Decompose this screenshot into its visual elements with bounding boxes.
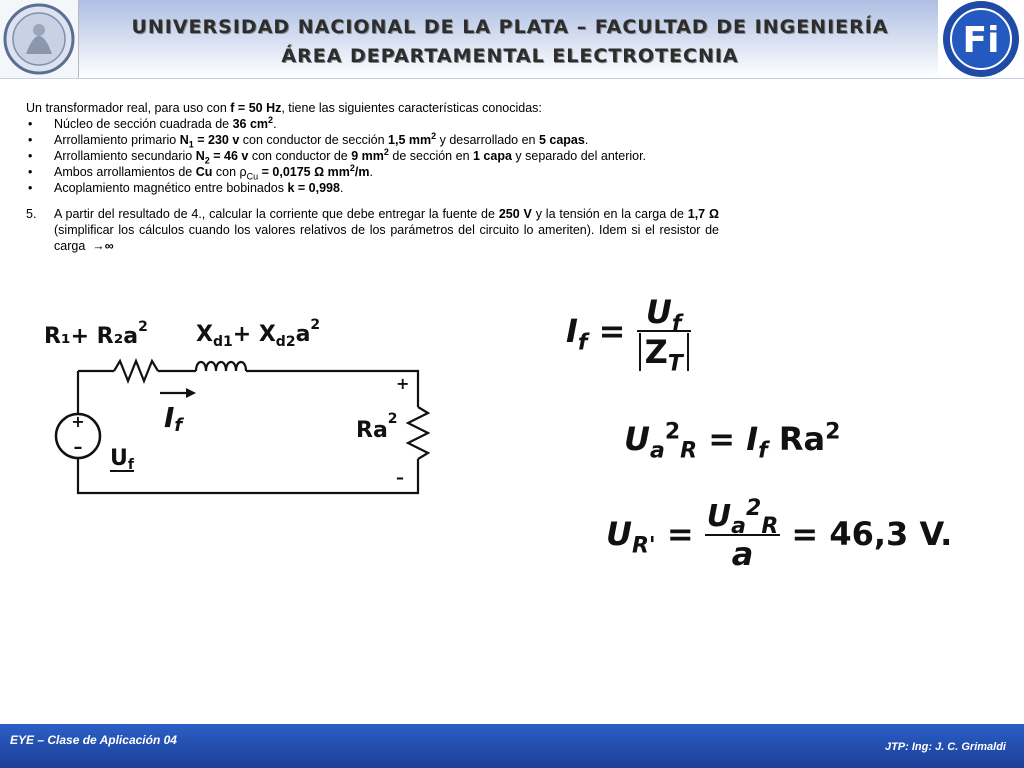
series-resistance-label: $R_1+ R_2a^2$ <box>44 319 148 349</box>
eq3-num-sub: a <box>731 514 746 539</box>
source-minus-sign: – <box>73 437 83 458</box>
item-text: y desarrollado en <box>436 133 539 147</box>
eq3-numerator <box>705 496 781 539</box>
eq1-lhs: I <box>566 312 578 350</box>
eq1-num-symbol: U <box>645 293 672 331</box>
resistor-zigzag <box>114 361 158 381</box>
eq2-equals: = <box>697 420 747 458</box>
series-reactance-label: $X_{d1}+ X_{d2}a^2$ <box>196 317 321 350</box>
footer-instructor: JTP: Ing: J. C. Grimaldi <box>884 741 1006 753</box>
load-resistor-zigzag <box>408 407 428 459</box>
load-minus-sign: – <box>396 468 404 487</box>
symbol-n: N <box>179 133 189 147</box>
item-text: Ambos arrollamientos de <box>54 165 196 179</box>
item-text-end: . <box>273 117 277 131</box>
item-text-end: y separado del anterior. <box>511 149 647 163</box>
list-item <box>26 148 719 164</box>
resistivity-value <box>258 162 370 179</box>
core-section-value <box>232 114 274 131</box>
equation-current <box>566 293 691 377</box>
eq2-ra: Ra <box>767 420 826 458</box>
university-seal-logo <box>0 0 79 78</box>
source-voltage-label: Uf <box>110 446 134 473</box>
eq2-sub: a <box>649 438 665 464</box>
frequency-value: f = 50 Hz <box>230 101 282 115</box>
list-item <box>26 164 719 180</box>
footer-bar <box>0 724 1024 768</box>
equivalent-circuit-diagram <box>36 305 456 515</box>
coupling-value: k = 0,998 <box>287 181 340 195</box>
eq3-equals: = <box>655 515 705 553</box>
symbol-n: N <box>195 149 205 163</box>
eq2-r: R <box>680 438 698 464</box>
superscript: 2 <box>349 162 355 173</box>
eq3-num-r: R <box>761 514 779 539</box>
source-plus-sign: + <box>71 412 85 431</box>
primary-voltage: = 230 v <box>193 133 240 147</box>
eq2-ra-sup: 2 <box>825 419 841 445</box>
material-cu: Cu <box>195 165 213 179</box>
eq3-result: = 46,3 V. <box>780 515 953 553</box>
eq3-denominator: a <box>731 535 754 573</box>
primary-layers: 5 capas <box>538 133 585 147</box>
superscript: 2 <box>383 146 389 157</box>
secondary-section-number: 9 mm <box>351 149 384 163</box>
fi-emblem-icon <box>938 0 1024 78</box>
eq2-i: I <box>746 420 759 458</box>
eq2-i-sub: f <box>758 438 768 464</box>
problem-intro <box>26 100 719 116</box>
problem-statement <box>26 100 719 254</box>
item-text-end: . <box>339 181 344 195</box>
fi-logo-text: Fi <box>962 20 1000 61</box>
subscript: 2 <box>204 155 210 166</box>
item-text: con conductor de <box>248 149 352 163</box>
eq1-fraction <box>637 293 691 377</box>
current-arrow-head <box>186 388 196 398</box>
eq1-denominator <box>637 332 691 377</box>
equation-result <box>606 496 953 573</box>
eq1-numerator <box>637 293 691 337</box>
superscript: 2 <box>431 130 437 141</box>
secondary-section <box>351 146 389 163</box>
item-text: Núcleo de sección cuadrada de <box>54 117 233 131</box>
item-text: con conductor de sección <box>239 133 389 147</box>
eq1-num-sub: f <box>671 311 682 337</box>
secondary-voltage: = 46 v <box>209 149 249 163</box>
inductor-coil <box>196 362 246 371</box>
resistivity-unit: /m <box>354 165 370 179</box>
eq3-sub: R' <box>631 533 656 559</box>
item-text-end: . <box>369 165 373 179</box>
item-text: Arrollamiento primario <box>54 133 180 147</box>
list-item <box>26 180 719 196</box>
equation-load-voltage <box>624 419 841 464</box>
eq1-lhs-sub: f <box>577 330 588 356</box>
question-text: (simplificar los cálculos cuando los valores relativos de los parámetros del circuito lo ameriten). Idem si el resistor de carga <box>54 223 719 253</box>
item-text: Arrollamiento secundario <box>54 149 196 163</box>
item-text: Acoplamiento magnético entre bobinados <box>54 181 288 195</box>
eq3-fraction <box>705 496 781 573</box>
load-resistance: 1,7 Ω <box>687 207 719 221</box>
characteristics-list <box>26 116 719 196</box>
eq1-den-symbol: Z <box>644 333 668 371</box>
item-text: con <box>212 165 240 179</box>
question-5 <box>26 206 719 254</box>
primary-turns <box>179 133 240 150</box>
header-title-line1: UNIVERSIDAD NACIONAL DE LA PLATA – FACULTAD DE INGENIERÍA <box>131 16 889 38</box>
rho-symbol: ρ <box>239 165 247 179</box>
current-label: If <box>164 401 183 436</box>
core-section-number: 36 cm <box>232 117 269 131</box>
superscript: 2 <box>268 114 274 125</box>
eq3-num-sup: 2 <box>746 496 762 521</box>
resistivity-number: = 0,0175 Ω mm <box>258 165 350 179</box>
eq2-sup: 2 <box>664 419 681 445</box>
item-text: de sección en <box>388 149 473 163</box>
source-voltage: 250 V <box>498 207 532 221</box>
list-item <box>26 132 719 148</box>
seal-icon <box>0 0 78 78</box>
primary-section-number: 1,5 mm <box>388 133 432 147</box>
footer-course-title: EYE – Clase de Aplicación 04 <box>10 733 177 747</box>
intro-text-end: , tiene las siguientes características conocidas: <box>281 101 542 115</box>
list-item <box>26 116 719 132</box>
load-plus-sign: + <box>396 374 410 393</box>
load-label: Ra$^2$ <box>356 411 398 443</box>
question-text: A partir del resultado de 4., calcular la corriente que debe entregar la fuente de <box>54 207 499 221</box>
eq1-abs-bars <box>639 333 689 377</box>
primary-section <box>388 130 437 147</box>
eq2-u: U <box>624 420 650 458</box>
question-text: y la tensión en la carga de <box>531 207 688 221</box>
infinity-arrow: →∞ <box>92 239 114 253</box>
question-number: 5. <box>26 207 37 221</box>
faculty-fi-logo <box>938 0 1024 78</box>
secondary-turns <box>195 149 249 166</box>
secondary-layers: 1 capa <box>473 149 512 163</box>
subscript: 1 <box>188 139 194 150</box>
wire-top-right <box>246 371 418 407</box>
item-text-end: . <box>584 133 589 147</box>
header-title-line2: ÁREA DEPARTAMENTAL ELECTROTECNIA <box>281 45 739 67</box>
header-banner <box>0 0 1024 79</box>
eq3-num-u: U <box>706 499 732 534</box>
intro-text: Un transformador real, para uso con <box>26 101 231 115</box>
eq1-den-sub: T <box>667 351 683 377</box>
eq1-equals: = <box>587 312 626 350</box>
eq3-u: U <box>606 515 632 553</box>
subscript: Cu <box>246 171 259 182</box>
